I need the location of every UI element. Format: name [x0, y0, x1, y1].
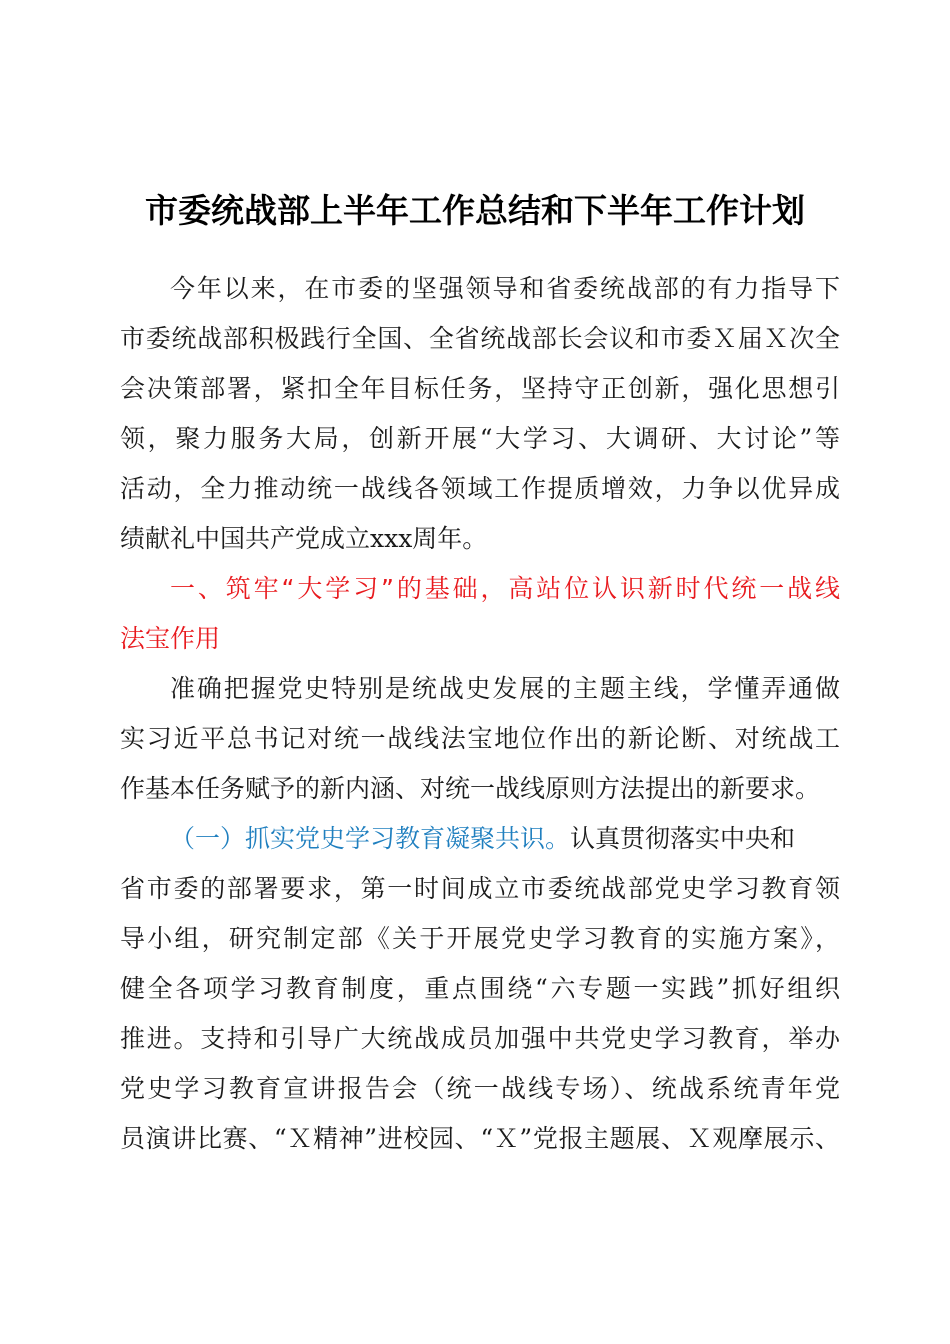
- subsection-line: 省市委的部署要求，第一时间成立市委统战部党史学习教育领: [120, 874, 840, 903]
- section-paragraph-line: 准确把握党史特别是统战史发展的主题主线，学懂弄通做: [170, 674, 840, 703]
- intro-line: 会决策部署，紧扣全年目标任务，坚持守正创新，强化思想引: [120, 374, 840, 403]
- subsection-first-line: [170, 814, 840, 864]
- intro-line: 绩献礼中国共产党成立xxx周年。: [120, 524, 488, 553]
- section-heading: 法宝作用: [120, 624, 221, 653]
- subsection-heading: （一）抓实党史学习教育凝聚共识。: [170, 824, 571, 853]
- section-heading: 一、筑牢“大学习”的基础，高站位认识新时代统一战线: [170, 574, 840, 603]
- section-paragraph-line: 作基本任务赋予的新内涵、对统一战线原则方法提出的新要求。: [120, 774, 821, 803]
- subsection-line: 导小组，研究制定部《关于开展党史学习教育的实施方案》，: [120, 924, 840, 953]
- subsection-line: 员演讲比赛、“Ｘ精神”进校园、“Ｘ”党报主题展、Ｘ观摩展示、: [120, 1124, 840, 1153]
- intro-line: 市委统战部积极践行全国、全省统战部长会议和市委Ｘ届Ｘ次全: [120, 324, 840, 353]
- subsection-line: 健全各项学习教育制度，重点围绕“六专题一实践”抓好组织: [120, 974, 840, 1003]
- subsection-text: 认真贯彻落实中央和: [570, 824, 796, 853]
- intro-line: 活动，全力推动统一战线各领域工作提质增效，力争以优异成: [120, 474, 840, 503]
- intro-line: 领，聚力服务大局，创新开展“大学习、大调研、大讨论”等: [120, 424, 840, 453]
- subsection-line: 推进。支持和引导广大统战成员加强中共党史学习教育，举办: [120, 1024, 840, 1053]
- document-title: 市委统战部上半年工作总结和下半年工作计划: [145, 191, 805, 230]
- subsection-line: 党史学习教育宣讲报告会（统一战线专场）、统战系统青年党: [120, 1074, 840, 1103]
- intro-line: 今年以来，在市委的坚强领导和省委统战部的有力指导下: [170, 274, 840, 303]
- section-paragraph-line: 实习近平总书记对统一战线法宝地位作出的新论断、对统战工: [120, 724, 840, 753]
